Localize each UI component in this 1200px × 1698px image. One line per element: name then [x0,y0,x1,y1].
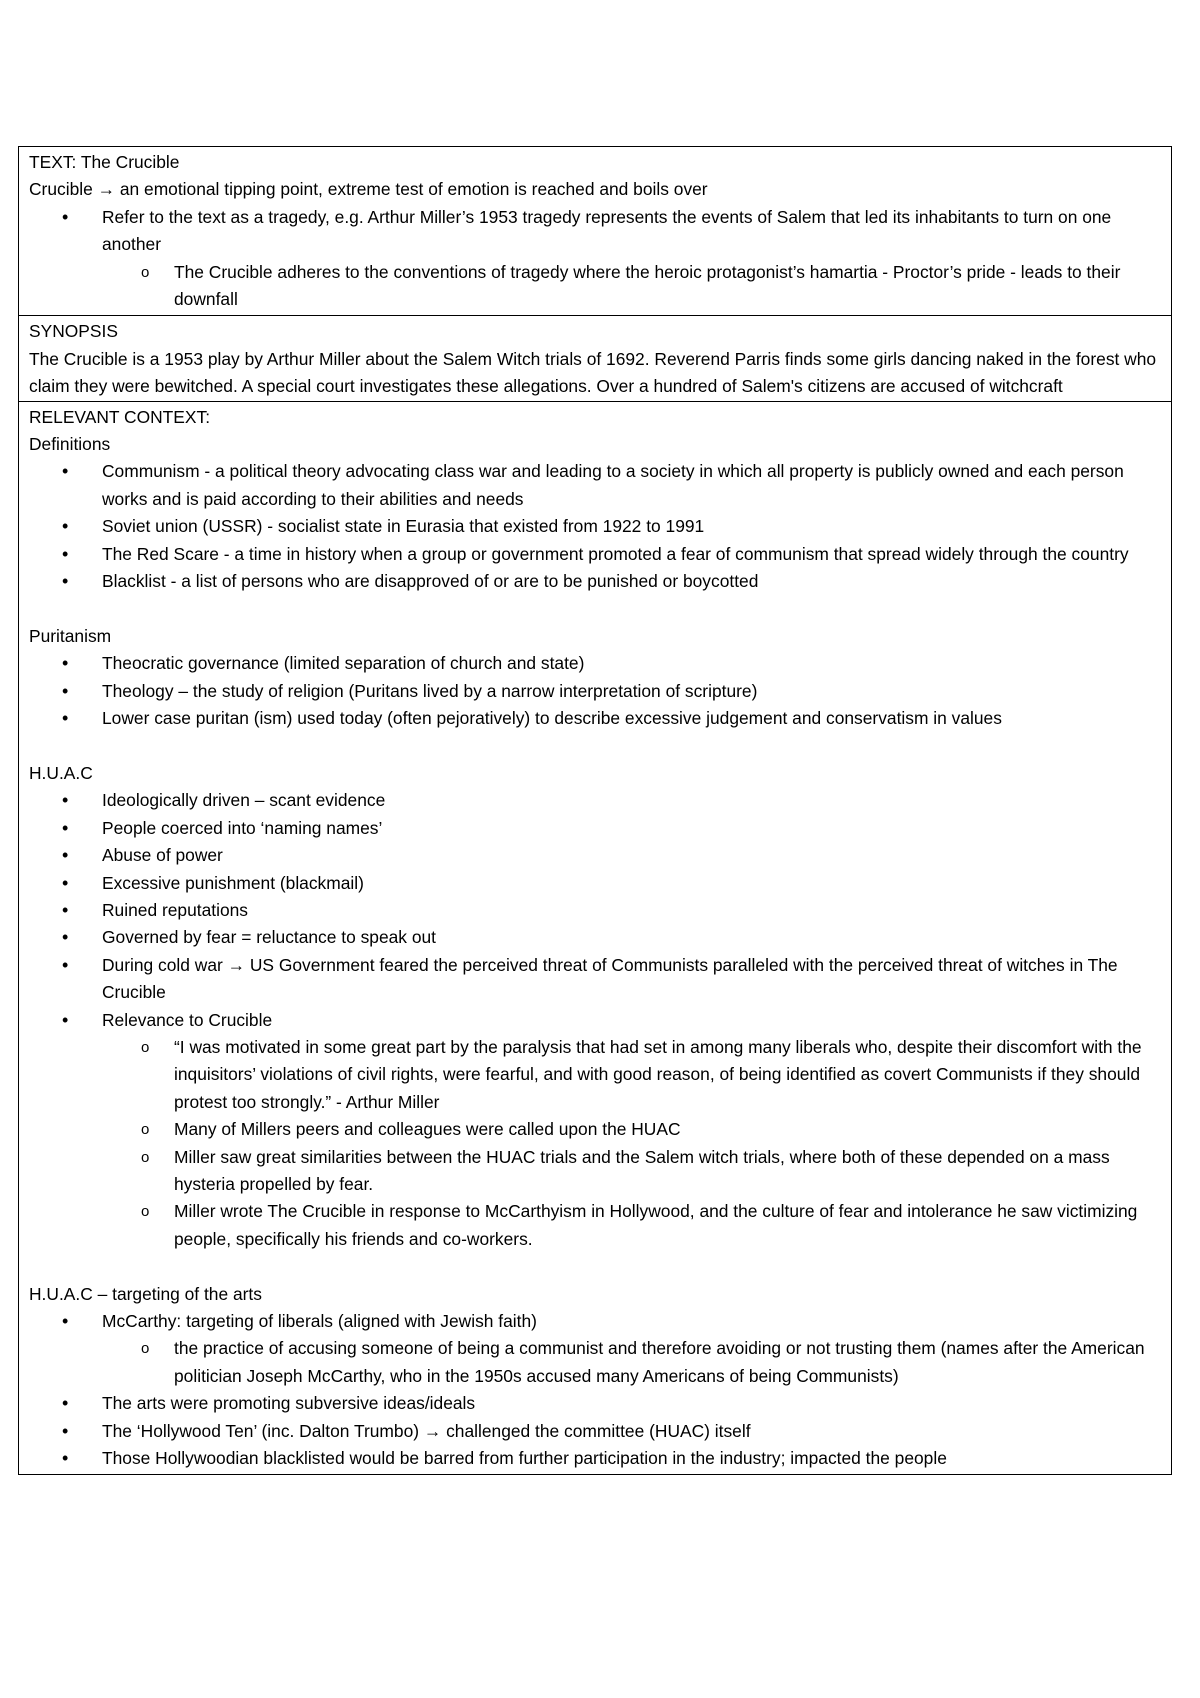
definitions-list [29,458,1161,595]
spacer [29,1253,1161,1280]
list-item: • Lower case puritan (ism) used today (often pejoratively) to describe excessive judgement and conservatism in values [29,705,1161,732]
list-item: o Miller saw great similarities between the HUAC trials and the Salem witch trials, where both of these depended on a mass hysteria propelled by fear. [29,1144,1161,1199]
list-item: • People coerced into ‘naming names’ [29,815,1161,842]
list-item: o the practice of accusing someone of being a communist and therefore avoiding or not trusting them (names after the American politician Joseph McCarthy, who in the 1950s accused many Americans of being Communists) [29,1335,1161,1390]
huac-arts-title: H.U.A.C – targeting of the arts [29,1283,262,1304]
list-item: • Blacklist - a list of persons who are disapproved of or are to be punished or boycotted [29,568,1161,595]
mccarthy-sub-list [29,1335,1161,1390]
list-item: • The Red Scare - a time in history when a group or government promoted a fear of communism that spread widely through the country [29,541,1161,568]
list-item: o “I was motivated in some great part by the paralysis that had set in among many liberals who, despite their discomfort with the inquisitors’ violations of civil rights, were fearful, and with good reason, of being identified as covert Communists if they should protest too strongly.” - Arthur Miller [29,1034,1161,1116]
tragedy-bullet: Refer to the text as a tragedy, e.g. Arthur Miller’s 1953 tragedy represents the events of Salem that led its inhabitants to turn on one another [102,206,1112,255]
huac-list [29,787,1161,1253]
text-row [19,147,1172,316]
tragedy-sub-list [29,259,1161,314]
context-cell [19,401,1172,1475]
list-item: o The Crucible adheres to the conventions of tragedy where the heroic protagonist’s hamartia - Proctor’s pride - leads to their downfall [29,259,1161,314]
synopsis-heading: SYNOPSIS [29,321,118,342]
list-item [29,204,1161,314]
list-item: • The arts were promoting subversive ideas/ideals [29,1390,1161,1417]
list-item: • Governed by fear = reluctance to speak out [29,924,1161,951]
relevance-sub-list [29,1034,1161,1253]
list-item: • Communism - a political theory advocating class war and leading to a society in which all property is publicly owned and each person works and is paid according to their abilities and needs [29,458,1161,513]
huac-title: H.U.A.C [29,762,93,783]
context-row [19,401,1172,1475]
crucible-definition: Crucible → an emotional tipping point, extreme test of emotion is reached and boils over [29,179,708,200]
text-heading: TEXT: The Crucible [29,152,180,172]
definitions-title: Definitions [29,434,111,455]
list-item: • Those Hollywoodian blacklisted would be barred from further participation in the industry; impacted the people [29,1445,1161,1472]
spacer [29,596,1161,623]
text-cell [19,147,1172,316]
notes-table [18,146,1172,1475]
puritanism-title: Puritanism [29,625,112,646]
huac-arts-list [29,1308,1161,1472]
list-item: • Soviet union (USSR) - socialist state in Eurasia that existed from 1922 to 1991 [29,513,1161,540]
list-item [29,1007,1161,1254]
list-item: • Theology – the study of religion (Puritans lived by a narrow interpretation of scripture) [29,678,1161,705]
spacer [29,733,1161,760]
synopsis-body: The Crucible is a 1953 play by Arthur Miller about the Salem Witch trials of 1692. Reverend Parris finds some girls dancing naked in the forest who claim they were bewitched. A special court investigates these allegations. Over a hundred of Salem's citizens are accused of witchcraft [29,348,1157,397]
list-item: o Miller wrote The Crucible in response to McCarthyism in Hollywood, and the culture of fear and intolerance he saw victimizing people, specifically his friends and co-workers. [29,1198,1161,1253]
context-heading: RELEVANT CONTEXT: [29,406,211,427]
list-item: • Theocratic governance (limited separation of church and state) [29,650,1161,677]
relevance-label: Relevance to Crucible [102,1009,273,1030]
list-item: o Many of Millers peers and colleagues were called upon the HUAC [29,1116,1161,1143]
list-item: • Ruined reputations [29,897,1161,924]
synopsis-row [19,316,1172,401]
mccarthy-bullet: McCarthy: targeting of liberals (aligned with Jewish faith) [102,1311,537,1332]
list-item: • Abuse of power [29,842,1161,869]
list-item: • Ideologically driven – scant evidence [29,787,1161,814]
list-item: • Excessive punishment (blackmail) [29,870,1161,897]
list-item: • During cold war → US Government feared the perceived threat of Communists paralleled with the perceived threat of witches in The Crucible [29,952,1161,1007]
text-bullet-list [29,204,1161,314]
puritanism-list [29,650,1161,732]
synopsis-cell [19,316,1172,401]
list-item: • The ‘Hollywood Ten’ (inc. Dalton Trumbo) → challenged the committee (HUAC) itself [29,1418,1161,1445]
list-item [29,1308,1161,1390]
